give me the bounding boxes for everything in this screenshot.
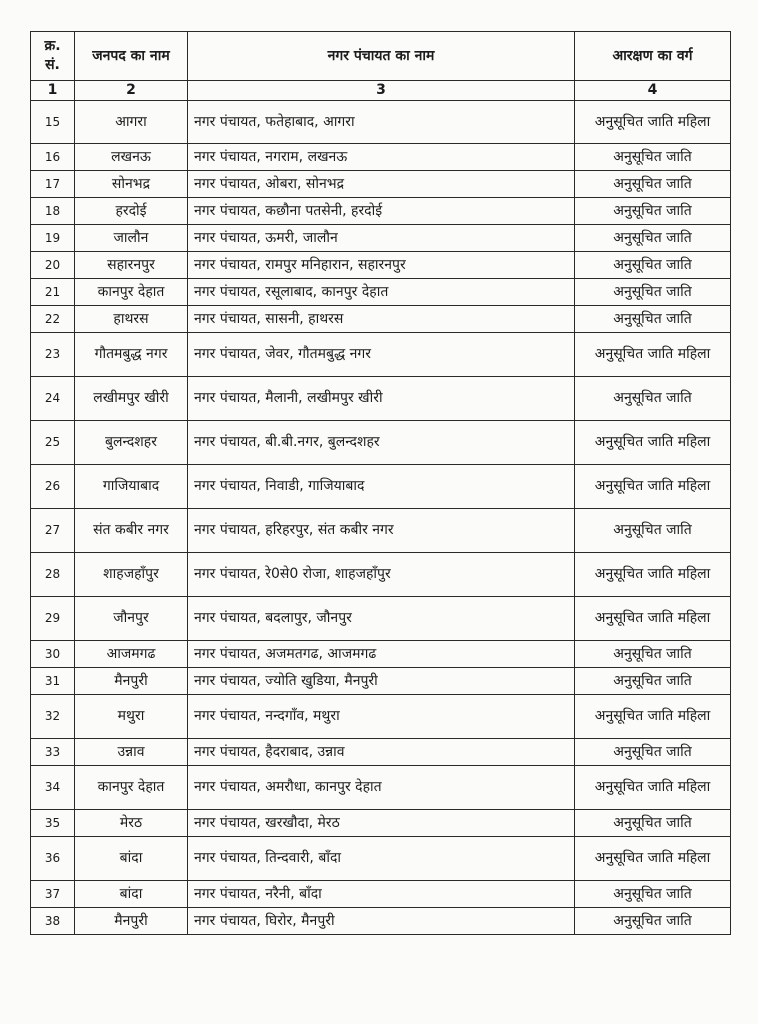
- nagar-panchayat-cell: नगर पंचायत, मैलानी, लखीमपुर खीरी: [188, 377, 575, 421]
- reservation-category-cell: अनुसूचित जाति महिला: [575, 837, 731, 881]
- nagar-panchayat-cell: नगर पंचायत, ज्योति खुडिया, मैनपुरी: [188, 668, 575, 695]
- column-index: 2: [75, 81, 188, 101]
- serial-number-cell: 32: [31, 695, 75, 739]
- district-cell: शाहजहाँपुर: [75, 553, 188, 597]
- table-row: [31, 421, 731, 465]
- table-row: [31, 225, 731, 252]
- nagar-panchayat-cell: नगर पंचायत, जेवर, गौतमबुद्ध नगर: [188, 333, 575, 377]
- district-cell: लखीमपुर खीरी: [75, 377, 188, 421]
- serial-number-cell: 29: [31, 597, 75, 641]
- district-cell: कानपुर देहात: [75, 766, 188, 810]
- table-row: [31, 553, 731, 597]
- nagar-panchayat-cell: नगर पंचायत, नन्दगाँव, मथुरा: [188, 695, 575, 739]
- reservation-category-cell: अनुसूचित जाति: [575, 810, 731, 837]
- column-index: 3: [188, 81, 575, 101]
- reservation-category-cell: अनुसूचित जाति: [575, 377, 731, 421]
- reservation-category-cell: अनुसूचित जाति महिला: [575, 553, 731, 597]
- nagar-panchayat-cell: नगर पंचायत, नरैनी, बाँदा: [188, 881, 575, 908]
- serial-number-cell: 23: [31, 333, 75, 377]
- table-row: [31, 306, 731, 333]
- nagar-panchayat-cell: नगर पंचायत, फतेहाबाद, आगरा: [188, 101, 575, 144]
- table-row: [31, 695, 731, 739]
- table-row: [31, 252, 731, 279]
- nagar-panchayat-cell: नगर पंचायत, अजमतगढ, आजमगढ: [188, 641, 575, 668]
- table-row: [31, 597, 731, 641]
- district-cell: लखनऊ: [75, 144, 188, 171]
- column-index: 4: [575, 81, 731, 101]
- district-cell: बांदा: [75, 881, 188, 908]
- district-cell: गाजियाबाद: [75, 465, 188, 509]
- district-cell: हरदोई: [75, 198, 188, 225]
- serial-number-cell: 35: [31, 810, 75, 837]
- header-district: जनपद का नाम: [75, 32, 188, 81]
- district-cell: आजमगढ: [75, 641, 188, 668]
- district-cell: कानपुर देहात: [75, 279, 188, 306]
- serial-number-cell: 31: [31, 668, 75, 695]
- table-row: [31, 766, 731, 810]
- district-cell: हाथरस: [75, 306, 188, 333]
- serial-number-cell: 24: [31, 377, 75, 421]
- district-cell: सहारनपुर: [75, 252, 188, 279]
- district-cell: बांदा: [75, 837, 188, 881]
- header-row: [31, 32, 731, 81]
- serial-number-cell: 16: [31, 144, 75, 171]
- reservation-category-cell: अनुसूचित जाति महिला: [575, 695, 731, 739]
- column-index: 1: [31, 81, 75, 101]
- reservation-category-cell: अनुसूचित जाति महिला: [575, 465, 731, 509]
- reservation-category-cell: अनुसूचित जाति: [575, 739, 731, 766]
- nagar-panchayat-cell: नगर पंचायत, बी.बी.नगर, बुलन्दशहर: [188, 421, 575, 465]
- nagar-panchayat-cell: नगर पंचायत, ओबरा, सोनभद्र: [188, 171, 575, 198]
- header-serial: क्र. सं.: [31, 32, 75, 81]
- table-row: [31, 881, 731, 908]
- table-row: [31, 101, 731, 144]
- serial-number-cell: 30: [31, 641, 75, 668]
- column-index-row: [31, 81, 731, 101]
- serial-number-cell: 34: [31, 766, 75, 810]
- district-cell: मथुरा: [75, 695, 188, 739]
- table-row: [31, 837, 731, 881]
- table-row: [31, 668, 731, 695]
- serial-number-cell: 36: [31, 837, 75, 881]
- nagar-panchayat-cell: नगर पंचायत, अमरौधा, कानपुर देहात: [188, 766, 575, 810]
- table-row: [31, 377, 731, 421]
- table-body: [31, 101, 731, 935]
- serial-number-cell: 19: [31, 225, 75, 252]
- district-cell: उन्नाव: [75, 739, 188, 766]
- nagar-panchayat-cell: नगर पंचायत, सासनी, हाथरस: [188, 306, 575, 333]
- nagar-panchayat-cell: नगर पंचायत, निवाडी, गाजियाबाद: [188, 465, 575, 509]
- reservation-category-cell: अनुसूचित जाति महिला: [575, 766, 731, 810]
- reservation-category-cell: अनुसूचित जाति: [575, 881, 731, 908]
- serial-number-cell: 27: [31, 509, 75, 553]
- reservation-category-cell: अनुसूचित जाति: [575, 252, 731, 279]
- reservation-category-cell: अनुसूचित जाति: [575, 198, 731, 225]
- nagar-panchayat-cell: नगर पंचायत, रे0से0 रोजा, शाहजहाँपुर: [188, 553, 575, 597]
- table-row: [31, 641, 731, 668]
- district-cell: जालौन: [75, 225, 188, 252]
- district-cell: मेरठ: [75, 810, 188, 837]
- serial-number-cell: 26: [31, 465, 75, 509]
- serial-number-cell: 17: [31, 171, 75, 198]
- district-cell: आगरा: [75, 101, 188, 144]
- reservation-category-cell: अनुसूचित जाति: [575, 509, 731, 553]
- serial-number-cell: 25: [31, 421, 75, 465]
- table-row: [31, 171, 731, 198]
- reservation-category-cell: अनुसूचित जाति: [575, 306, 731, 333]
- district-cell: सोनभद्र: [75, 171, 188, 198]
- table-row: [31, 198, 731, 225]
- table-row: [31, 333, 731, 377]
- reservation-category-cell: अनुसूचित जाति महिला: [575, 421, 731, 465]
- reservation-category-cell: अनुसूचित जाति: [575, 171, 731, 198]
- district-cell: मैनपुरी: [75, 668, 188, 695]
- reservation-category-cell: अनुसूचित जाति महिला: [575, 597, 731, 641]
- table-row: [31, 908, 731, 935]
- reservation-category-cell: अनुसूचित जाति महिला: [575, 101, 731, 144]
- serial-number-cell: 21: [31, 279, 75, 306]
- serial-number-cell: 22: [31, 306, 75, 333]
- reservation-table-page: [30, 31, 730, 935]
- district-cell: गौतमबुद्ध नगर: [75, 333, 188, 377]
- nagar-panchayat-cell: नगर पंचायत, बदलापुर, जौनपुर: [188, 597, 575, 641]
- serial-number-cell: 28: [31, 553, 75, 597]
- reservation-category-cell: अनुसूचित जाति: [575, 144, 731, 171]
- serial-number-cell: 20: [31, 252, 75, 279]
- serial-number-cell: 37: [31, 881, 75, 908]
- reservation-category-cell: अनुसूचित जाति: [575, 279, 731, 306]
- district-cell: संत कबीर नगर: [75, 509, 188, 553]
- nagar-panchayat-cell: नगर पंचायत, रसूलाबाद, कानपुर देहात: [188, 279, 575, 306]
- reservation-category-cell: अनुसूचित जाति महिला: [575, 333, 731, 377]
- nagar-panchayat-cell: नगर पंचायत, कछौना पतसेनी, हरदोई: [188, 198, 575, 225]
- header-nagar-panchayat: नगर पंचायत का नाम: [188, 32, 575, 81]
- nagar-panchayat-cell: नगर पंचायत, हरिहरपुर, संत कबीर नगर: [188, 509, 575, 553]
- serial-number-cell: 38: [31, 908, 75, 935]
- nagar-panchayat-cell: नगर पंचायत, हैदराबाद, उन्नाव: [188, 739, 575, 766]
- serial-number-cell: 18: [31, 198, 75, 225]
- nagar-panchayat-cell: नगर पंचायत, तिन्दवारी, बाँदा: [188, 837, 575, 881]
- nagar-panchayat-cell: नगर पंचायत, घिरोर, मैनपुरी: [188, 908, 575, 935]
- table-row: [31, 144, 731, 171]
- table-row: [31, 465, 731, 509]
- reservation-table: [30, 31, 731, 935]
- reservation-category-cell: अनुसूचित जाति: [575, 668, 731, 695]
- table-row: [31, 810, 731, 837]
- serial-number-cell: 15: [31, 101, 75, 144]
- reservation-category-cell: अनुसूचित जाति: [575, 641, 731, 668]
- district-cell: मैनपुरी: [75, 908, 188, 935]
- table-row: [31, 279, 731, 306]
- nagar-panchayat-cell: नगर पंचायत, रामपुर मनिहारान, सहारनपुर: [188, 252, 575, 279]
- nagar-panchayat-cell: नगर पंचायत, नगराम, लखनऊ: [188, 144, 575, 171]
- table-row: [31, 739, 731, 766]
- district-cell: जौनपुर: [75, 597, 188, 641]
- nagar-panchayat-cell: नगर पंचायत, ऊमरी, जालौन: [188, 225, 575, 252]
- header-reservation-category: आरक्षण का वर्ग: [575, 32, 731, 81]
- serial-number-cell: 33: [31, 739, 75, 766]
- nagar-panchayat-cell: नगर पंचायत, खरखौदा, मेरठ: [188, 810, 575, 837]
- table-row: [31, 509, 731, 553]
- reservation-category-cell: अनुसूचित जाति: [575, 225, 731, 252]
- district-cell: बुलन्दशहर: [75, 421, 188, 465]
- reservation-category-cell: अनुसूचित जाति: [575, 908, 731, 935]
